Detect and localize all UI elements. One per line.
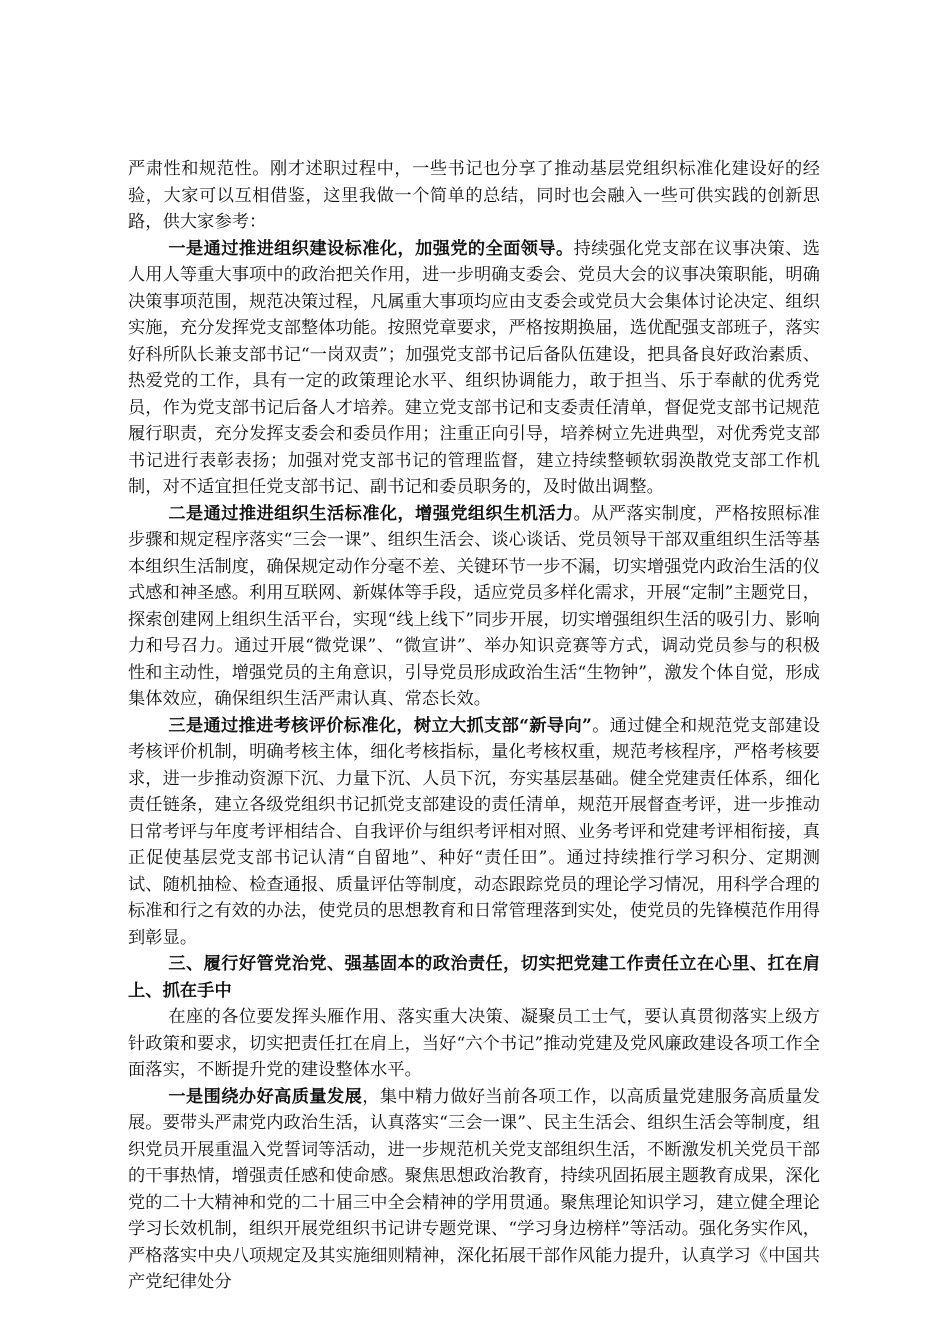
paragraph-body: ，集中精力做好当前各项工作，以高质量党建服务高质量发展。要带头严肃党内政治生活，认真落实“三会一课”、民主生活会、组织生活会等制度，组织党员开展重温入党誓词等活动，进一步规范机关党支部组织生活，不断激发机关党员干部的干事热情，增强责任感和使命感。聚焦思想政治教育，持续巩固拓展主题教育成果，深化党的二十大精神和党的二十届三中全会精神的学用贯通。聚焦理论知识学习，建立健全理论学习长效机制，组织开展党组织书记讲专题党课、“学习身边榜样”等活动。强化务实作风，严格落实中央八项规定及其实施细则精神，深化拓展干部作风能力提升，认真学习《中国共产党纪律处分 [128,1086,820,1292]
paragraph-high-quality-development [128,1084,820,1296]
section-heading-text: 三、履行好管党治党、强基固本的政治责任，切实把党建工作责任立在心里、扛在肩上、抓在手中 [128,954,820,1001]
paragraph-organization-standardization [128,236,820,501]
paragraph-intro-continuation [128,156,820,236]
paragraph-heading: 一是围绕办好高质量发展 [168,1086,363,1107]
document-page [128,156,820,1296]
paragraph-heading: 三是通过推进考核评价标准化，树立大抓支部“新导向” [168,715,592,736]
paragraph-section-intro [128,1004,820,1084]
paragraph-body: 持续强化党支部在议事决策、选人用人等重大事项中的政治把关作用，进一步明确支委会、党员大会的议事决策职能，明确决策事项范围，规范决策过程，凡属重大事项均应由支委会或党员大会集体讨论决定、组织实施，充分发挥党支部整体功能。按照党章要求，严格按期换届，选优配强支部班子，落实好科所队长兼支部书记“一岗双责”；加强党支部书记后备队伍建设，把具备良好政治素质、热爱党的工作，具有一定的政策理论水平、组织协调能力，敢于担当、乐于奉献的优秀党员，作为党支部书记后备人才培养。建立党支部书记和支委责任清单，督促党支部书记规范履行职责，充分发挥支委会和委员作用；注重正向引导，培养树立先进典型，对优秀党支部书记进行表彰表扬；加强对党支部书记的管理监督，建立持续整顿软弱涣散党支部工作机制，对不适宜担任党支部书记、副书记和委员职务的，及时做出调整。 [128,238,820,497]
paragraph-organizational-life [128,501,820,713]
section-heading-three [128,951,820,1004]
paragraph-evaluation-standardization [128,713,820,952]
paragraph-heading: 一是通过推进组织建设标准化，加强党的全面领导。 [168,238,574,259]
paragraph-body: 在座的各位要发挥头雁作用、落实重大决策、凝聚员工士气，要认真贯彻落实上级方针政策和要求，切实把责任扛在肩上，当好“六个书记”推动党建及党风廉政建设各项工作全面落实，不断提升党的建设整体水平。 [128,1007,820,1080]
paragraph-heading: 二是通过推进组织生活标准化，增强党组织生机活力 [168,503,574,524]
paragraph-body: 严肃性和规范性。刚才述职过程中，一些书记也分享了推动基层党组织标准化建设好的经验，大家可以互相借鉴，这里我做一个简单的总结，同时也会融入一些可供实践的创新思路，供大家参考： [128,159,820,232]
paragraph-body: 。通过健全和规范党支部建设考核评价机制，明确考核主体，细化考核指标，量化考核权重，规范考核程序，严格考核要求，进一步推动资源下沉、力量下沉、人员下沉，夯实基层基础。健全党建责任体系，细化责任链条，建立各级党组织书记抓党支部建设的责任清单，规范开展督查考评，进一步推动日常考评与年度考评相结合、自我评价与组织考评相对照、业务考评和党建考评相衔接，真正促使基层党支部书记认清“自留地”、种好“责任田”。通过持续推行学习积分、定期测试、随机抽检、检查通报、质量评估等制度，动态跟踪党员的理论学习情况，用科学合理的标准和行之有效的办法，使党员的思想教育和日常管理落到实处，使党员的先锋模范作用得到彰显。 [128,715,820,948]
paragraph-body: 。从严落实制度，严格按照标准步骤和规定程序落实“三会一课”、组织生活会、谈心谈话、党员领导干部双重组织生活等基本组织生活制度，确保规定动作分毫不差、关键环节一步不漏，切实增强党内政治生活的仪式感和神圣感。利用互联网、新媒体等手段，适应党员多样化需求，开展“定制”主题党日，探索创建网上组织生活平台，实现“线上线下”同步开展，切实增强组织生活的吸引力、影响力和号召力。通过开展“微党课”、“微宣讲”、举办知识竞赛等方式，调动党员参与的积极性和主动性，增强党员的主角意识，引导党员形成政治生活“生物钟”，激发个体自觉，形成集体效应，确保组织生活严肃认真、常态长效。 [128,503,820,709]
